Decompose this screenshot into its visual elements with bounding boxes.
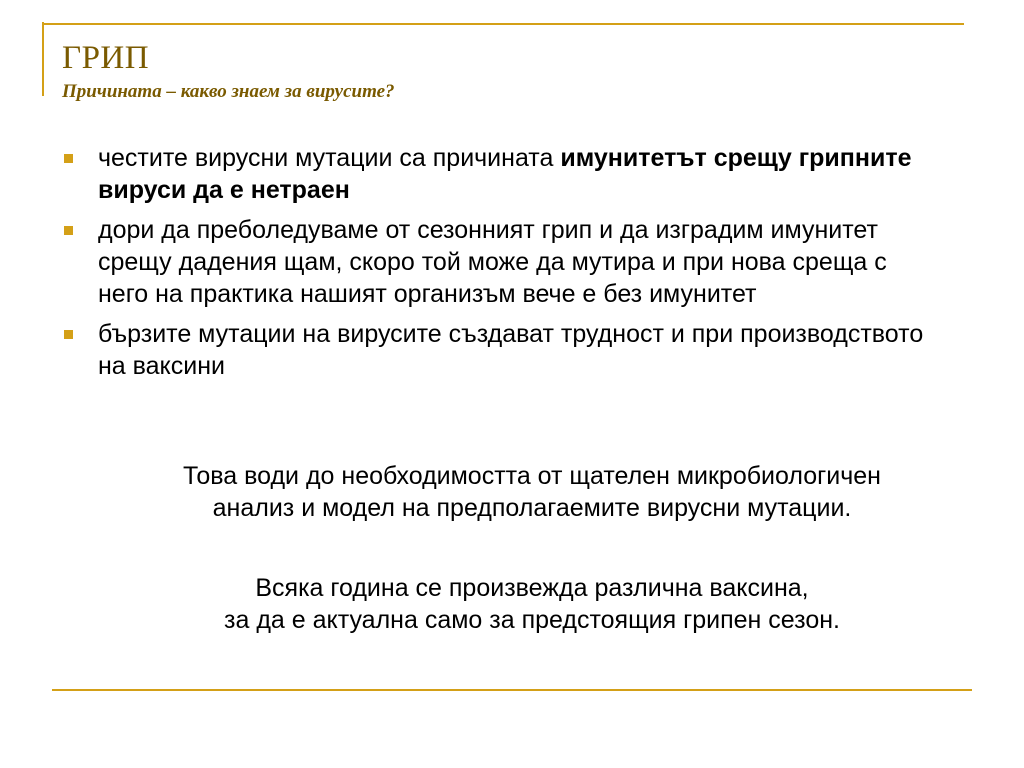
bullet-item: [62, 142, 942, 206]
frame-vertical-line: [42, 22, 44, 96]
vaccine-paragraph: [62, 572, 1002, 636]
conclusion-paragraph: [62, 460, 1002, 524]
frame-bottom-line: [52, 689, 972, 691]
slide-title: ГРИП: [62, 40, 150, 76]
square-bullet-icon: [64, 226, 73, 235]
bullet-text: честите вирусни мутации са причината: [98, 144, 561, 172]
bullet-text: дори да преболедуваме от сезонният грип и да изградим имунитет срещу дадения щам, скоро той може да мутира и при нова среща с него на практика нашият организъм вече е без имунитет: [98, 216, 887, 308]
bullet-text: бързите мутации на вирусите създават трудност и при производството на ваксини: [98, 320, 924, 380]
bullet-bold-text: имунитетът срещу грипните вируси да е нетраен: [98, 144, 912, 204]
bullet-item: [62, 318, 942, 382]
vaccine-line: Всяка година се произвежда различна ваксина,: [255, 574, 809, 602]
bullet-list: [62, 142, 942, 390]
square-bullet-icon: [64, 330, 73, 339]
bullet-item: [62, 214, 942, 310]
frame-top-line: [42, 23, 964, 25]
conclusion-line: Това води до необходимостта от щателен микробиологичен: [183, 462, 881, 490]
slide-subtitle: Причината – какво знаем за вирусите?: [62, 81, 395, 102]
square-bullet-icon: [64, 154, 73, 163]
vaccine-line: за да е актуална само за предстоящия грипен сезон.: [224, 606, 840, 634]
conclusion-line: анализ и модел на предполагаемите вирусни мутации.: [212, 494, 852, 522]
